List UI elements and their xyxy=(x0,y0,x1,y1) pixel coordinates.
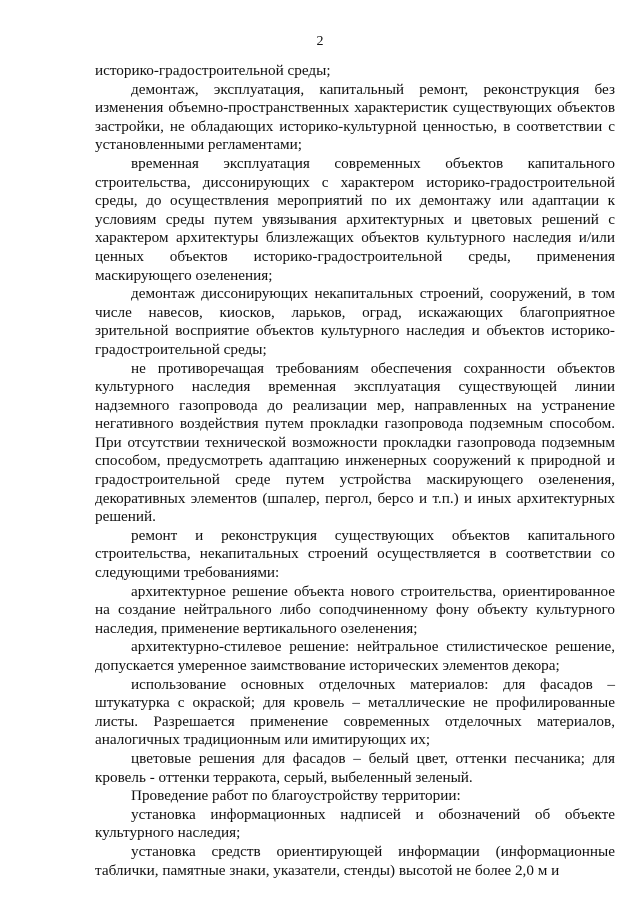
paragraph-8: архитектурно-стилевое решение: нейтральное стилистическое решение, допускается умеренное заимствование исторических элементов декора; xyxy=(95,638,615,674)
paragraph-11: Проведение работ по благоустройству территории: xyxy=(131,787,461,805)
paragraph-12: установка информационных надписей и обозначений об объекте культурного наследия; xyxy=(95,805,615,842)
paragraph-5: не противоречащая требованиям обеспечения сохранности объектов культурного наследия временная эксплуатация существующей линии надземного газопровода до реализации мер, направленных на устранение негативного воздействия путем прокладки газопровода подземным способом. При отсутствии технической возможности прокладки газопровода подземным способом, предусмотреть адаптацию инженерных сооружений к природной и градостроительной среде путем устройства маскирующего озеленения, декоративных элементов (шпалер, пергол, берсо и т.п.) и иных архитектурных решений. xyxy=(95,359,615,526)
paragraph-1: историко-градостроительной среды; xyxy=(95,62,331,79)
paragraph-2: демонтаж, эксплуатация, капитальный ремонт, реконструкция без изменения объемно-пространственных характеристик существующих объектов застройки, не обладающих историко-культурной ценностью, в соответствии с установленными регламентами; xyxy=(95,80,615,154)
document-body xyxy=(95,62,615,880)
paragraph-7: архитектурное решение объекта нового строительства, ориентированное на создание нейтрального либо соподчиненному фону объекту культурного наследия, применение вертикального озеленения; xyxy=(95,582,615,637)
page-number: 2 xyxy=(316,34,324,49)
paragraph-13: установка средств ориентирующей информации (информационные таблички, памятные знаки, указатели, стенды) высотой не более 2,0 м и xyxy=(95,842,615,879)
paragraph-4: демонтаж диссонирующих некапитальных строений, сооружений, в том числе навесов, киосков, ларьков, оград, искажающих благоприятное зрительной восприятие объектов культурного наследия и объектов историко-градостроительной среды; xyxy=(95,285,615,358)
paragraph-3: временная эксплуатация современных объектов капитального строительства, диссонирующих с характером историко-градостроительной среды, до осуществления мероприятий по их демонтажу или адаптации к условиям среды путем увязывания архитектурных и цветовых решений с характером архитектуры близлежащих объектов культурного наследия и/или ценных объектов историко-градостроительной среды, применения маскирующего озеленения; xyxy=(95,154,615,284)
paragraph-10: цветовые решения для фасадов – белый цвет, оттенки песчаника; для кровель - оттенки терракота, серый, выбеленный зеленый. xyxy=(95,749,615,786)
paragraph-9: использование основных отделочных материалов: для фасадов – штукатурка с окраской; для кровель – металлические не профилированные листы. Разрешается применение современных отделочных материалов, аналогичных традиционным или имитирующих их; xyxy=(95,675,615,749)
paragraph-6: ремонт и реконструкция существующих объектов капитального строительства, некапитальных строений осуществляется в соответствии со следующими требованиями: xyxy=(95,526,615,582)
